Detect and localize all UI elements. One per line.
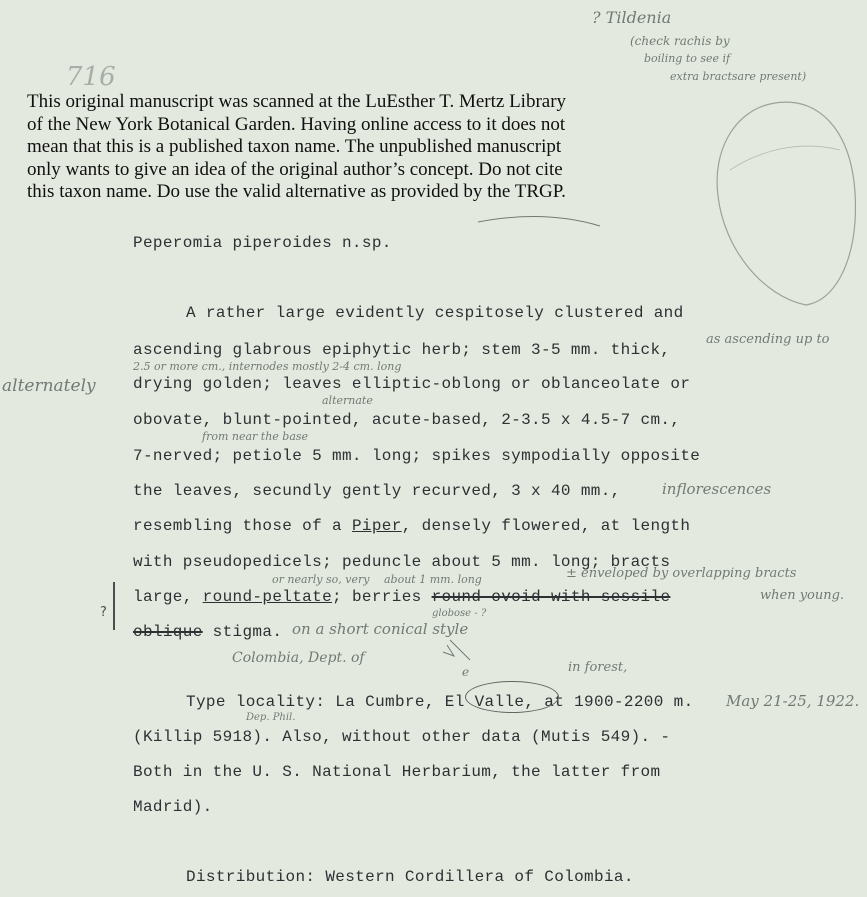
species-title: Peperomia piperoides n.sp. — [133, 234, 392, 252]
description-text: , densely flowered, at length — [401, 517, 691, 535]
description-text: ; berries — [332, 588, 432, 606]
notice-line: only wants to give an idea of the original author’s concept. Do not cite — [27, 158, 563, 180]
margin-question: ? — [100, 605, 107, 620]
genus-piper: Piper — [351, 517, 402, 535]
annotation-dept: Dep. Phil. — [246, 712, 296, 723]
annotation-enveloped: ± enveloped by overlapping bracts — [566, 566, 797, 581]
annotation-e: e — [462, 665, 470, 679]
notice-line: of the New York Botanical Garden. Having online access to it does not — [27, 113, 566, 135]
annotation-ascending: as ascending up to — [706, 332, 830, 347]
annotation-internodes: 2.5 or more cm., internodes mostly 2-4 cm. long — [133, 360, 402, 373]
annotation-short-style: on a short conical style — [292, 620, 469, 638]
annotation-colombia: Colombia, Dept. of — [232, 650, 365, 666]
annotation-about-mm: about 1 mm. long — [384, 573, 482, 586]
type-locality-line: Madrid). — [133, 798, 213, 816]
description-line: ascending glabrous epiphytic herb; stem 3-5 mm. thick, — [133, 341, 671, 359]
description-line: A rather large evidently cespitosely clustered and — [186, 304, 684, 322]
annotation-boiling: boiling to see if — [644, 52, 731, 65]
annotation-or-nearly: or nearly so, very — [272, 573, 370, 586]
notice-line: mean that this is a published taxon name. The unpublished manuscript — [27, 136, 562, 157]
annotation-number: 716 — [66, 62, 116, 92]
description-text: stigma. — [202, 623, 283, 641]
annotation-date: May 21-25, 1922. — [726, 692, 860, 710]
annotation-globose: globose - ? — [432, 608, 487, 619]
description-text: large, — [133, 588, 203, 606]
annotation-when-young: when young. — [760, 588, 845, 603]
type-locality-line: (Killip 5918). Also, without other data (Mutis 549). - — [133, 728, 671, 746]
description-line: obovate, blunt-pointed, acute-based, 2-3.5 x 4.5-7 cm., — [133, 411, 681, 429]
library-notice — [27, 91, 667, 204]
annotation-in-forest: in forest, — [568, 660, 628, 675]
margin-bracket — [113, 582, 115, 630]
description-line: the leaves, secundly gently recurved, 3 x 40 mm., — [133, 482, 621, 500]
description-line — [133, 517, 690, 535]
annotation-check-rachis: (check rachis by — [630, 34, 730, 48]
description-text: resembling those of a — [133, 517, 352, 535]
description-line: 7-nerved; petiole 5 mm. long; spikes sympodially opposite — [133, 447, 701, 465]
annotation-alternately: alternately — [2, 376, 96, 396]
annotation-alternate: alternate — [322, 394, 373, 407]
description-line: drying golden; leaves elliptic-oblong or oblanceolate or — [133, 375, 691, 393]
notice-line: this taxon name. Do use the valid alternative as provided by the TRGP. — [27, 181, 566, 202]
notice-line: This original manuscript was scanned at the LuEsther T. Mertz Library — [27, 91, 567, 112]
struck-text: oblique — [133, 623, 203, 641]
description-line: with pseudopedicels; peduncle about 5 mm. long; bracts — [133, 553, 671, 571]
description-line — [133, 623, 282, 641]
annotation-bracts-present: extra bractsare present) — [670, 70, 807, 83]
description-text: round-peltate — [202, 588, 333, 606]
annotation-from-base: from near the base — [202, 430, 309, 443]
type-locality-line: Both in the U. S. National Herbarium, the latter from — [133, 763, 661, 781]
annotation-tildenia: ? Tildenia — [592, 8, 672, 27]
distribution-line: Distribution: Western Cordillera of Colombia. — [186, 868, 634, 886]
description-line — [133, 588, 670, 606]
struck-text: round-ovoid with sessile — [431, 588, 671, 606]
type-locality-line: Type locality: La Cumbre, El Valle, at 1900-2200 m. — [186, 693, 694, 711]
annotation-inflorescences: inflorescences — [662, 480, 772, 498]
circle-mark — [465, 681, 559, 713]
